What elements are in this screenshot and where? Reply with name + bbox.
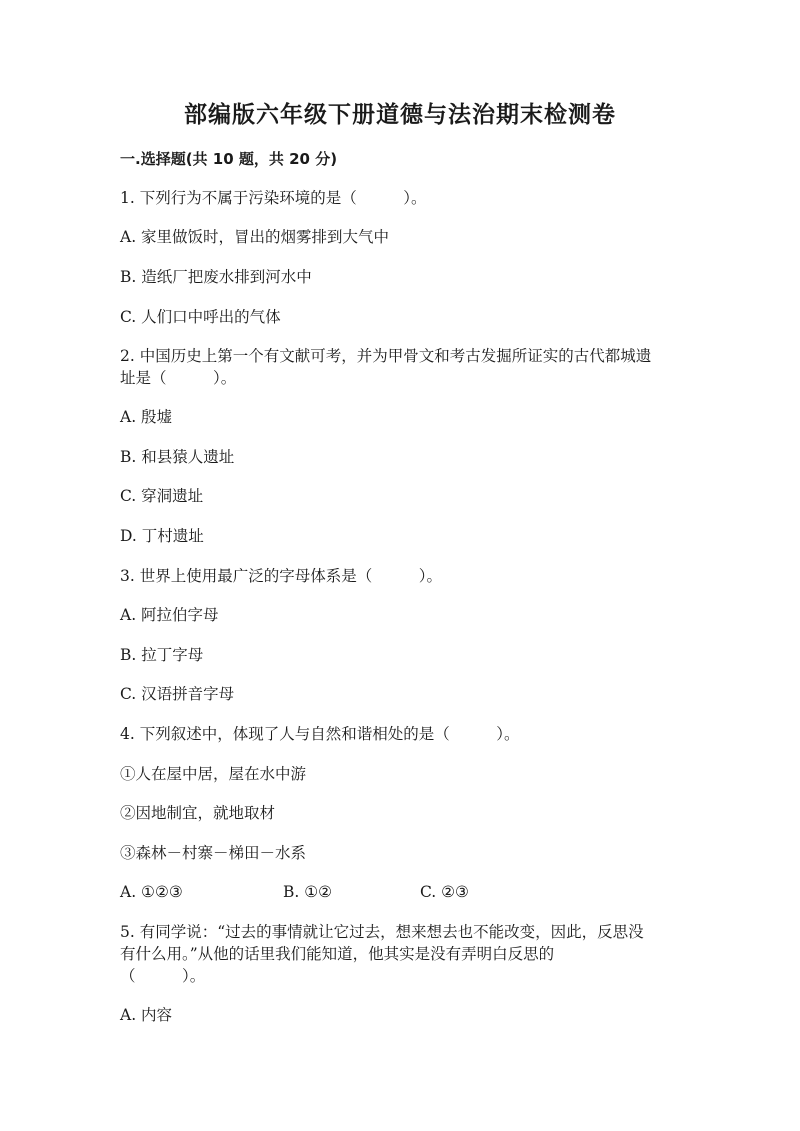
question-3-stem: 3. 世界上使用最广泛的字母体系是（ ）。 [120,567,442,585]
question-1-stem: 1. 下列行为不属于污染环境的是（ ）。 [120,189,427,207]
question-5-option-a: A. 内容 [120,1006,173,1024]
question-4-option-c: C. ②③ [420,883,469,901]
question-1-option-c: C. 人们口中呼出的气体 [120,308,281,326]
question-4-statement-3: ③森林－村寨－梯田－水系 [120,844,307,862]
question-5-stem-line-3: （ ）。 [120,967,206,985]
question-2-stem-line-1: 2. 中国历史上第一个有文献可考，并为甲骨文和考古发掘所证实的古代都城遗 [120,347,652,365]
question-5-stem-line-1: 5. 有同学说：“过去的事情就让它过去，想来想去也不能改变，因此，反思没 [120,923,644,941]
question-3-option-c: C. 汉语拼音字母 [120,685,235,703]
question-2-option-d: D. 丁村遗址 [120,527,204,545]
question-4-statement-2: ②因地制宜，就地取材 [120,804,276,822]
question-2-stem-line-2: 址是（ ）。 [120,369,237,387]
page-title: 部编版六年级下册道德与法治期末检测卷 [184,102,616,128]
question-1-option-b: B. 造纸厂把废水排到河水中 [120,268,312,286]
question-3-option-a: A. 阿拉伯字母 [120,606,219,624]
question-1-option-a: A. 家里做饭时，冒出的烟雾排到大气中 [120,228,390,246]
question-4-option-a: A. ①②③ [120,883,183,901]
question-2-option-a: A. 殷墟 [120,408,173,426]
question-4-option-b: B. ①② [283,883,333,901]
question-2-option-b: B. 和县猿人遗址 [120,448,235,466]
section-heading: 一.选择题(共 10 题，共 20 分) [120,150,338,168]
question-4-stem: 4. 下列叙述中，体现了人与自然和谐相处的是（ ）。 [120,725,520,743]
question-2-option-c: C. 穿洞遗址 [120,487,204,505]
question-4-statement-1: ①人在屋中居，屋在水中游 [120,765,307,783]
question-5-stem-line-2: 有什么用。”从他的话里我们能知道，他其实是没有弄明白反思的 [120,945,555,963]
question-3-option-b: B. 拉丁字母 [120,646,204,664]
